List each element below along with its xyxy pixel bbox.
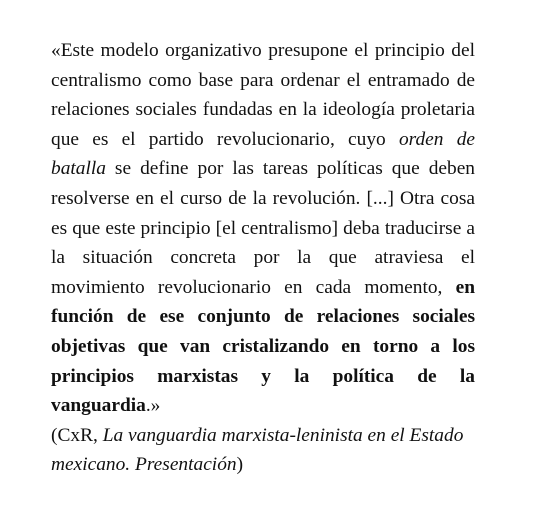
quote-closing: .»	[145, 395, 161, 417]
citation-title: La vanguardia marxista-leninista en el Estado mexicano. Presentación	[51, 424, 464, 476]
citation-suffix: )	[236, 454, 244, 476]
quote-bold-phrase: en función de ese conjunto de relaciones sociales objetivas que van cristalizando en torno a los principios marxistas y la política de la vanguardia	[51, 276, 475, 417]
citation-prefix: (CxR,	[51, 424, 103, 446]
quote-text-2: se define por las tareas políticas que deben resolverse en el curso de la revolución. [...] Otra cosa es que este principio [el centralismo] deba traducirse a la situación concreta por la que atraviesa el movimiento revolucionario en cada momento,	[51, 158, 475, 298]
document-page	[51, 36, 475, 480]
citation	[51, 421, 475, 480]
quote-text-1: «Este modelo organizativo presupone el principio del centralismo como base para ordenar el entramado de relaciones sociales fundadas en la ideología proletaria que es el partido revolucionario, cuyo	[51, 40, 475, 150]
block-quote	[51, 36, 475, 421]
quote-italic-phrase: orden de batalla	[51, 128, 476, 180]
